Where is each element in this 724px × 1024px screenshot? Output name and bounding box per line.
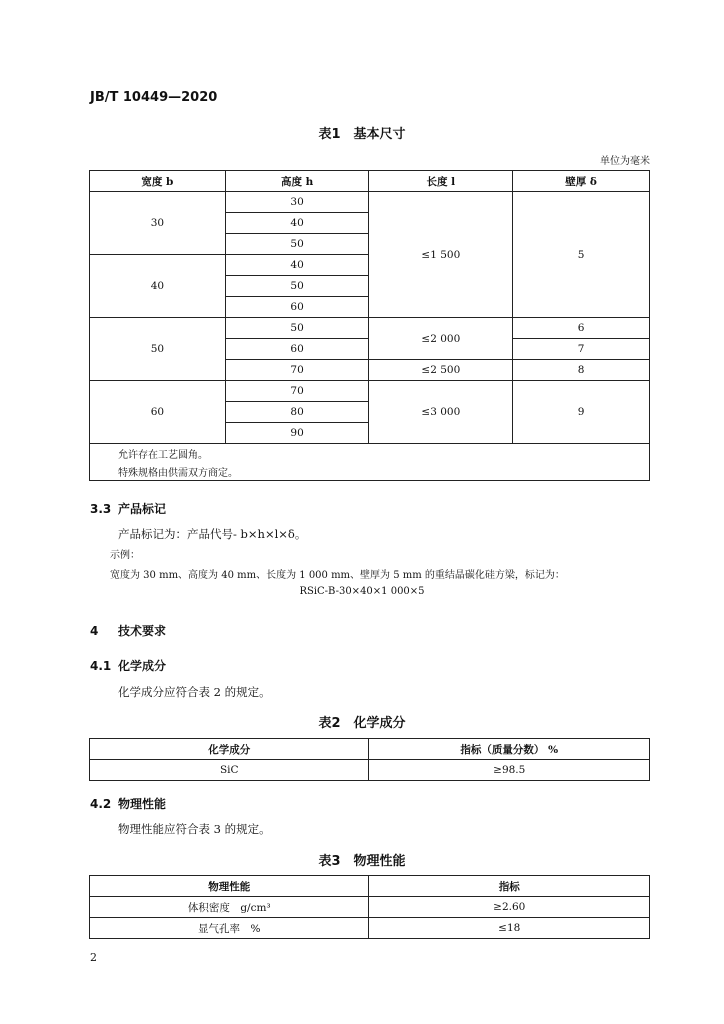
standard-number: JB/T 10449—2020 — [90, 90, 218, 105]
cell-thickness: 6 — [513, 318, 650, 339]
cell-property: 体积密度 g/cm³ — [90, 897, 369, 918]
table-header-row — [90, 739, 650, 760]
header-length: 长度 l — [369, 171, 513, 192]
header-property: 物理性能 — [90, 876, 369, 897]
table2-caption: 表2 化学成分 — [318, 716, 406, 731]
table-row — [90, 918, 650, 939]
section-number: 4 — [90, 624, 99, 638]
table3-physical-properties — [89, 875, 650, 939]
table-header-row — [90, 876, 650, 897]
cell-index: ≤18 — [369, 918, 650, 939]
section-4-1-text: 化学成分应符合表 2 的规定。 — [118, 685, 271, 699]
table1-basic-dimensions — [89, 170, 650, 481]
table-note-row — [90, 462, 650, 481]
cell-height: 90 — [225, 423, 369, 444]
section-4-2-text: 物理性能应符合表 3 的规定。 — [118, 822, 271, 836]
cell-height: 40 — [225, 255, 369, 276]
table-row — [90, 192, 650, 213]
page-number: 2 — [90, 951, 97, 964]
table1-caption: 表1 基本尺寸 — [318, 127, 406, 142]
header-index: 指标 — [369, 876, 650, 897]
section-4-heading — [90, 622, 166, 639]
cell-composition: SiC — [90, 760, 369, 781]
cell-thickness: 9 — [513, 381, 650, 444]
cell-length: ≤3 000 — [369, 381, 513, 444]
table3-caption: 表3 物理性能 — [318, 854, 406, 869]
cell-thickness: 5 — [513, 192, 650, 318]
table-header-row — [90, 171, 650, 192]
cell-width: 60 — [90, 381, 226, 444]
cell-height: 50 — [225, 276, 369, 297]
cell-length: ≤1 500 — [369, 192, 513, 318]
section-number: 4.1 — [90, 659, 112, 673]
example-label: 示例： — [110, 550, 140, 561]
cell-width: 30 — [90, 192, 226, 255]
header-index: 指标（质量分数） % — [369, 739, 650, 760]
section-3-3-heading — [90, 500, 166, 517]
cell-height: 40 — [225, 213, 369, 234]
example-mark: RSiC-B-30×40×1 000×5 — [299, 586, 425, 597]
cell-height: 60 — [225, 297, 369, 318]
header-height: 高度 h — [225, 171, 369, 192]
cell-height: 80 — [225, 402, 369, 423]
table2-chemical-composition — [89, 738, 650, 781]
section-title: 物理性能 — [118, 797, 167, 811]
example-text: 宽度为 30 mm、高度为 40 mm、长度为 1 000 mm、壁厚为 5 mm 的重结晶碳化硅方梁，标记为： — [110, 570, 565, 581]
table1-note: 允许存在工艺圆角。 — [90, 444, 650, 463]
cell-length: ≤2 500 — [369, 360, 513, 381]
table-row — [90, 760, 650, 781]
cell-height: 60 — [225, 339, 369, 360]
cell-thickness: 7 — [513, 339, 650, 360]
cell-index: ≥2.60 — [369, 897, 650, 918]
table1-unit: 单位为毫米 — [600, 156, 650, 167]
section-title: 化学成分 — [118, 659, 167, 673]
header-composition: 化学成分 — [90, 739, 369, 760]
cell-height: 70 — [225, 381, 369, 402]
section-4-2-heading — [90, 795, 166, 812]
section-4-1-heading — [90, 657, 166, 674]
header-thickness: 壁厚 δ — [513, 171, 650, 192]
cell-thickness: 8 — [513, 360, 650, 381]
cell-index: ≥98.5 — [369, 760, 650, 781]
table1-note: 特殊规格由供需双方商定。 — [90, 462, 650, 481]
section-number: 3.3 — [90, 502, 112, 516]
cell-height: 70 — [225, 360, 369, 381]
marking-format: 产品标记为：产品代号- b×h×l×δ。 — [118, 527, 307, 541]
cell-length: ≤2 000 — [369, 318, 513, 360]
cell-width: 40 — [90, 255, 226, 318]
cell-width: 50 — [90, 318, 226, 381]
table-row — [90, 897, 650, 918]
cell-height: 50 — [225, 318, 369, 339]
cell-property: 显气孔率 % — [90, 918, 369, 939]
header-width: 宽度 b — [90, 171, 226, 192]
cell-height: 50 — [225, 234, 369, 255]
table-note-row — [90, 444, 650, 463]
table-row — [90, 381, 650, 402]
section-number: 4.2 — [90, 797, 112, 811]
table-row — [90, 318, 650, 339]
section-title: 产品标记 — [118, 502, 167, 516]
section-title: 技术要求 — [118, 624, 167, 638]
cell-height: 30 — [225, 192, 369, 213]
